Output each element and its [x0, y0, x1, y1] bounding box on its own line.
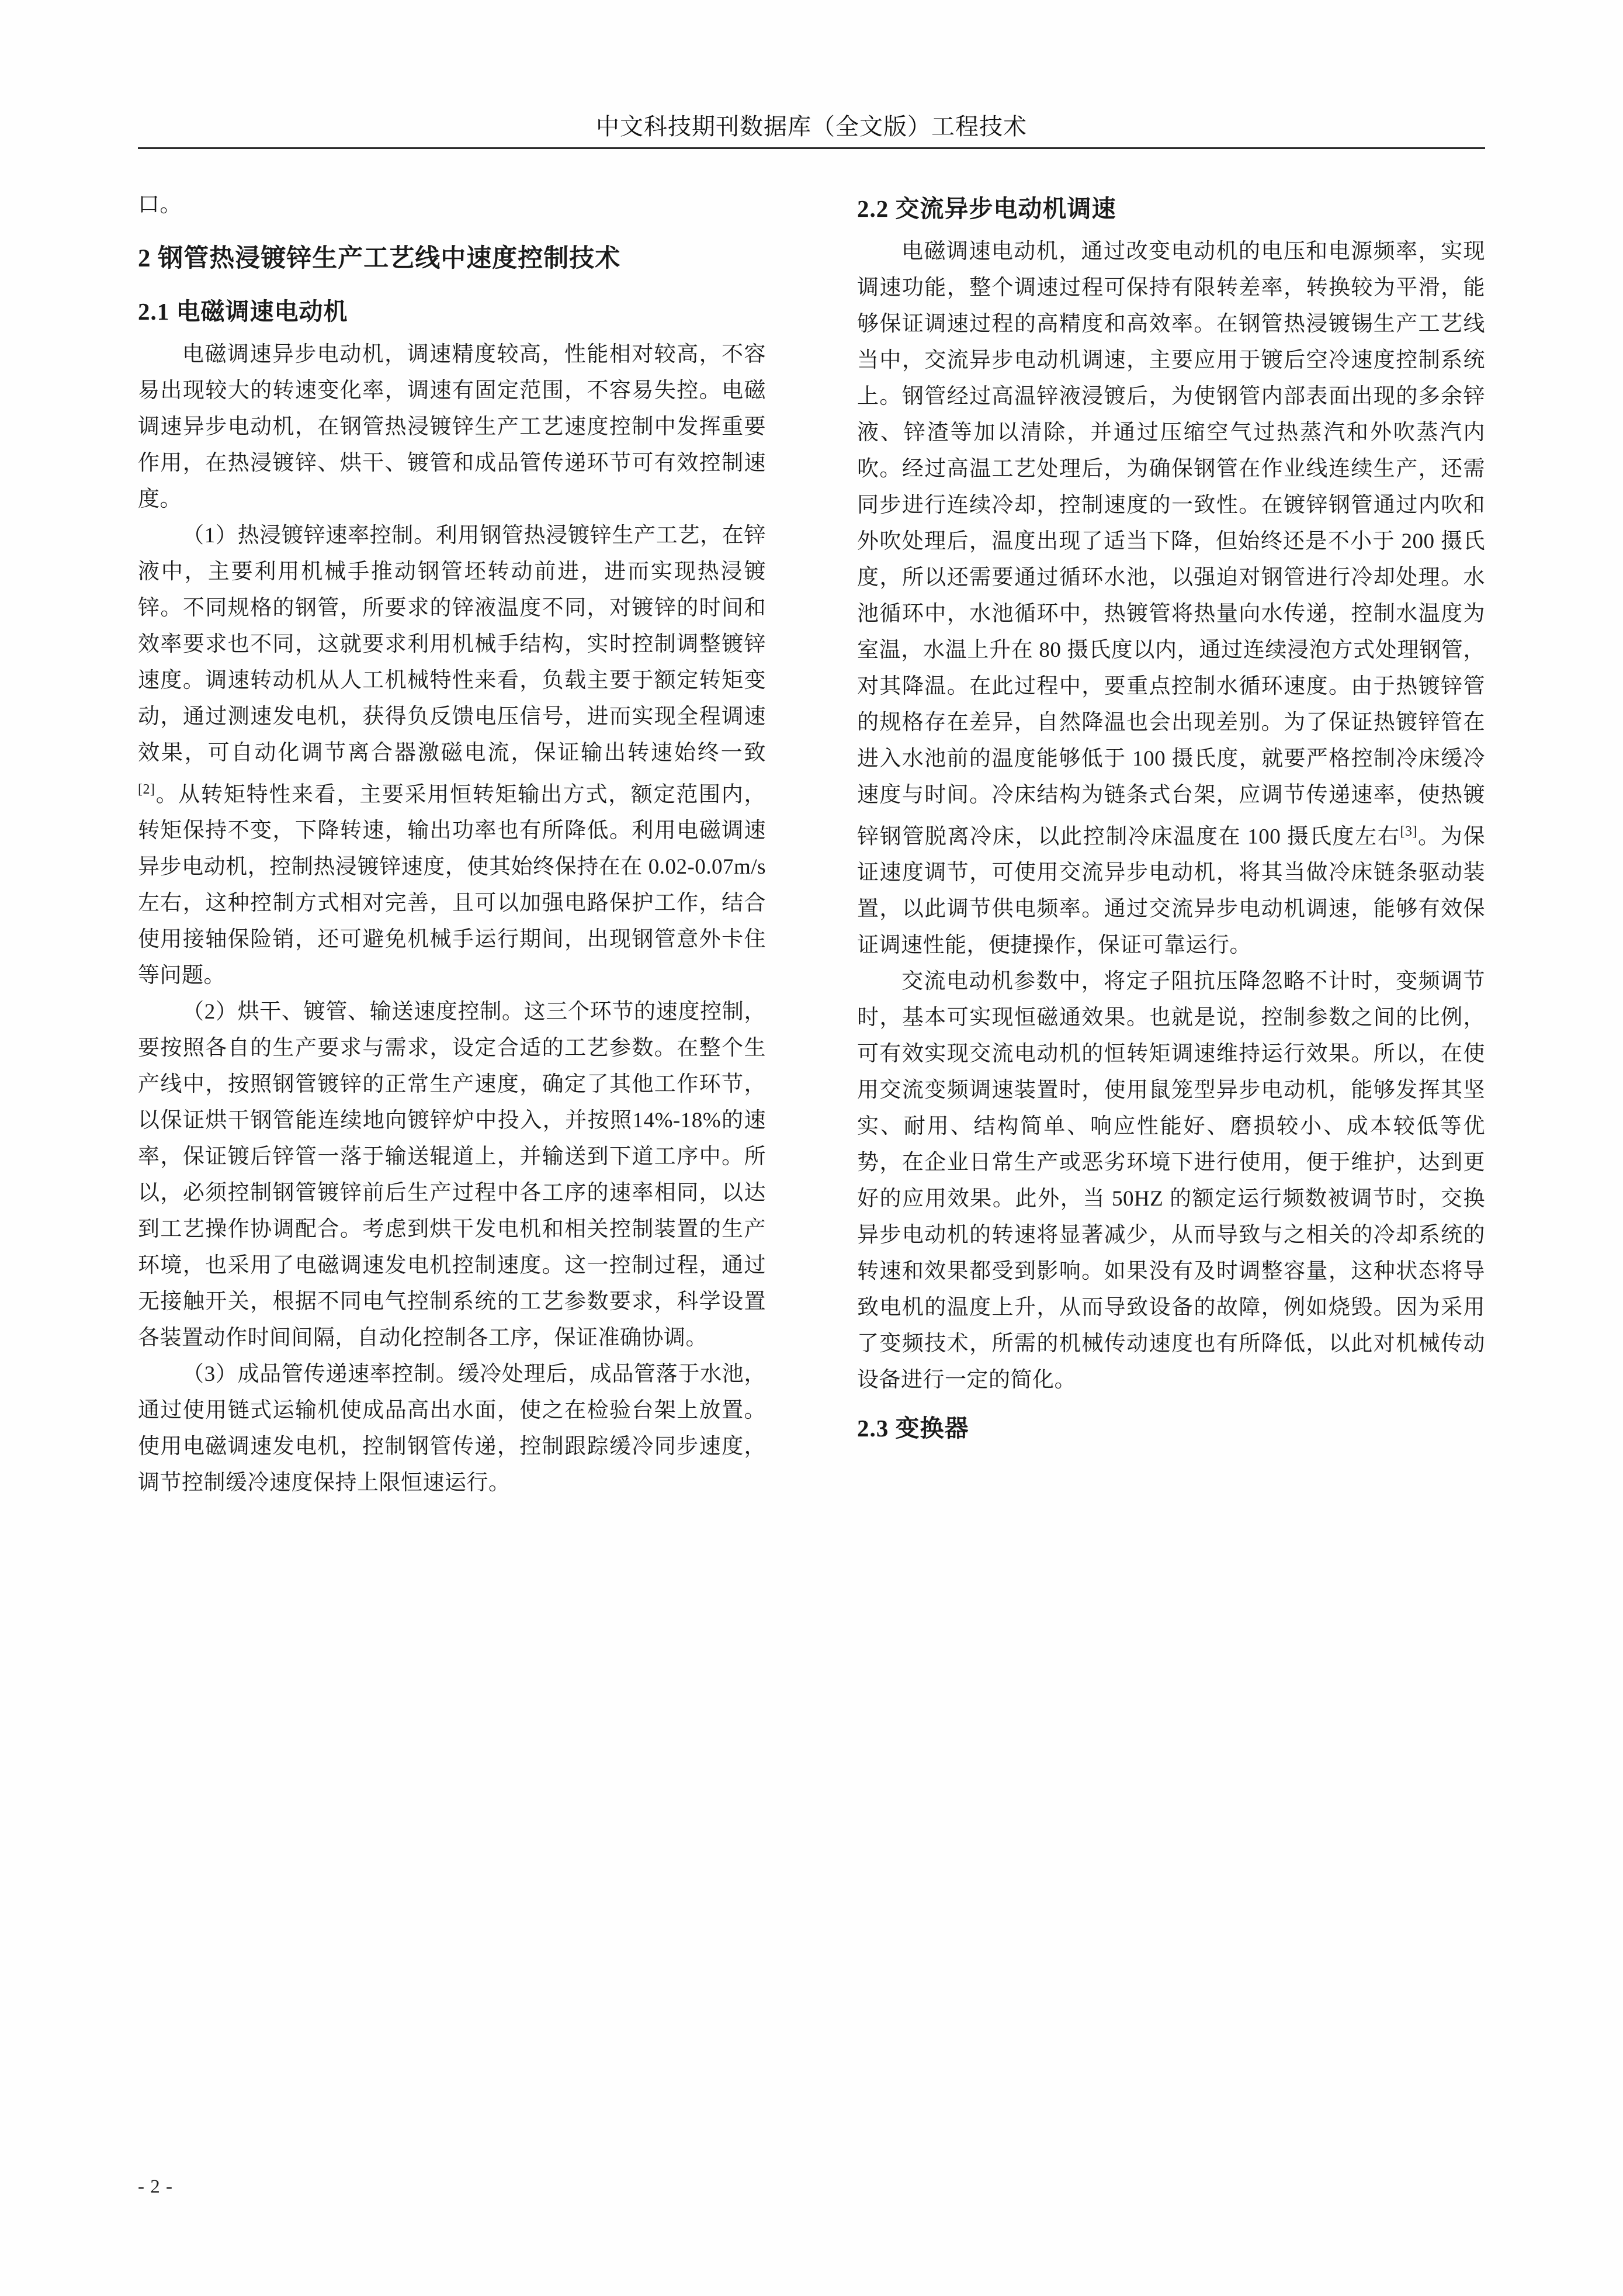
paragraph-2-1-2-suffix: 。从转矩特性来看，主要采用恒转矩输出方式，额定范围内，转矩保持不变，下降转速，输出功率也有所降低。利用电磁调速异步电动机，控制热浸镀锌速度，使其始终保持在在 0.02-0.07m/s 左右，这种控制方式相对完善，且可以加强电路保护工作，结合使用接轴保险销，还可避免机械手运行期间，出现钢管意外卡住等问题。: [138, 782, 766, 988]
two-column-body: [138, 187, 1485, 2127]
paragraph-2-1-4: （3）成品管传递速率控制。缓冷处理后，成品管落于水池，通过使用链式运输机使成品高出水面，使之在检验台架上放置。使用电磁调速发电机，控制钢管传递，控制跟踪缓冷同步速度，调节控制缓冷速度保持上限恒速运行。: [138, 1362, 766, 1495]
header-divider: [138, 147, 1485, 149]
paragraph-2-2-1: [857, 234, 1485, 964]
page-number: - 2 -: [138, 2176, 173, 2197]
paragraph-2-2-2: 交流电动机参数中，将定子阻抗压降忽略不计时，变频调节时，基本可实现恒磁通效果。也就是说，控制参数之间的比例，可有效实现交流电动机的恒转矩调速维持运行效果。所以，在使用交流变频调速装置时，使用鼠笼型异步电动机，能够发挥其坚实、耐用、结构简单、响应性能好、磨损较小、成本较低等优势，在企业日常生产或恶劣环境下进行使用，便于维护，达到更好的应用效果。此外，当 50HZ 的额定运行频数被调节时，交换异步电动机的转速将显著减少，从而导致与之相关的冷却系统的转速和效果都受到影响。如果没有及时调整容量，这种状态将导致电机的温度上升，从而导致设备的故障，例如烧毁。因为采用了变频技术，所需的机械传动速度也有所降低，以此对机械传动设备进行一定的简化。: [857, 969, 1485, 1393]
paragraph-2-1-2: [138, 518, 766, 994]
left-column: [138, 187, 766, 2127]
paragraph-2-2-1-prefix: 电磁调速电动机，通过改变电动机的电压和电源频率，实现调速功能，整个调速过程可保持有限转差率，转换较为平滑，能够保证调速过程的高精度和高效率。在钢管热浸镀锡生产工艺线当中，交流异步电动机调速，主要应用于镀后空冷速度控制系统上。钢管经过高温锌液浸镀后，为使钢管内部表面出现的多余锌液、锌渣等加以清除，并通过压缩空气过热蒸汽和外吹蒸汽内吹。经过高温工艺处理后，为确保钢管在作业线连续生产，还需同步进行连续冷却，控制速度的一致性。在镀锌钢管通过内吹和外吹处理后，温度出现了适当下降，但始终还是不小于 200 摄氏度，所以还需要通过循环水池，以强迫对钢管进行冷却处理。水池循环中，水池循环中，热镀管将热量向水传递，控制水温度为室温，水温上升在 80 摄氏度以内，通过连续浸泡方式处理钢管，对其降温。在此过程中，要重点控制水循环速度。由于热镀锌管的规格存在差异，自然降温也会出现差别。为了保证热镀锌管在进入水池前的温度能够低于 100 摄氏度，就要严格控制冷床缓冷速度与时间。冷床结构为链条式台架，应调节传递速率，使热镀锌钢管脱离冷床，以此控制冷床温度在 100 摄氏度左右: [857, 240, 1485, 849]
citation-ref-3: [3]: [1400, 824, 1417, 839]
paragraph-2-1-2-prefix: （1）热浸镀锌速率控制。利用钢管热浸镀锌生产工艺，在锌液中，主要利用机械手推动钢管坯转动前进，进而实现热浸镀锌。不同规格的钢管，所要求的锌液温度不同，对镀锌的时间和效率要求也不同，这就要求利用机械手结构，实时控制调整镀锌速度。调速转动机从人工机械特性来看，负载主要于额定转矩变动，通过测速发电机，获得负反馈电压信号，进而实现全程调速效果，可自动化调节离合器激磁电流，保证输出转速始终一致: [138, 524, 766, 765]
heading-section-2-2: 2.2 交流异步电动机调速: [857, 195, 1116, 222]
heading-section-2: 2 钢管热浸镀锌生产工艺线中速度控制技术: [138, 245, 621, 272]
paragraph-2-1-3: （2）烘干、镀管、输送速度控制。这三个环节的速度控制，要按照各自的生产要求与需求，设定合适的工艺参数。在整个生产线中，按照钢管镀锌的正常生产速度，确定了其他工作环节，以保证烘干钢管能连续地向镀锌炉中投入，并按照14%-18%的速率，保证镀后锌管一落于输送辊道上，并输送到下道工序中。所以，必须控制钢管镀锌前后生产过程中各工序的速率相同，以达到工艺操作协调配合。考虑到烘干发电机和相关控制装置的生产环境，也采用了电磁调速发电机控制速度。这一控制过程，通过无接触开关，根据不同电气控制系统的工艺参数要求，科学设置各装置动作时间间隔，自动化控制各工序，保证准确协调。: [138, 1000, 766, 1350]
page-header-title: 中文科技期刊数据库（全文版）工程技术: [596, 113, 1027, 140]
citation-ref-2: [2]: [138, 782, 155, 797]
paragraph-2-2-1-suffix: 。为保证速度调节，可使用交流异步电动机，将其当做冷床链条驱动装置，以此调节供电频率。通过交流异步电动机调速，能够有效保证调速性能，便捷操作，保证可靠运行。: [857, 825, 1486, 958]
heading-section-2-1: 2.1 电磁调速电动机: [138, 298, 348, 325]
heading-section-2-3: 2.3 变换器: [857, 1415, 969, 1442]
paragraph-2-1-1: 电磁调速异步电动机，调速精度较高，性能相对较高，不容易出现较大的转速变化率，调速有固定范围，不容易失控。电磁调速异步电动机，在钢管热浸镀锌生产工艺速度控制中发挥重要作用，在热浸镀锌、烘干、镀管和成品管传递环节可有效控制速度。: [138, 342, 766, 511]
continued-paragraph: 口。: [138, 193, 182, 217]
right-column: [857, 187, 1485, 2127]
